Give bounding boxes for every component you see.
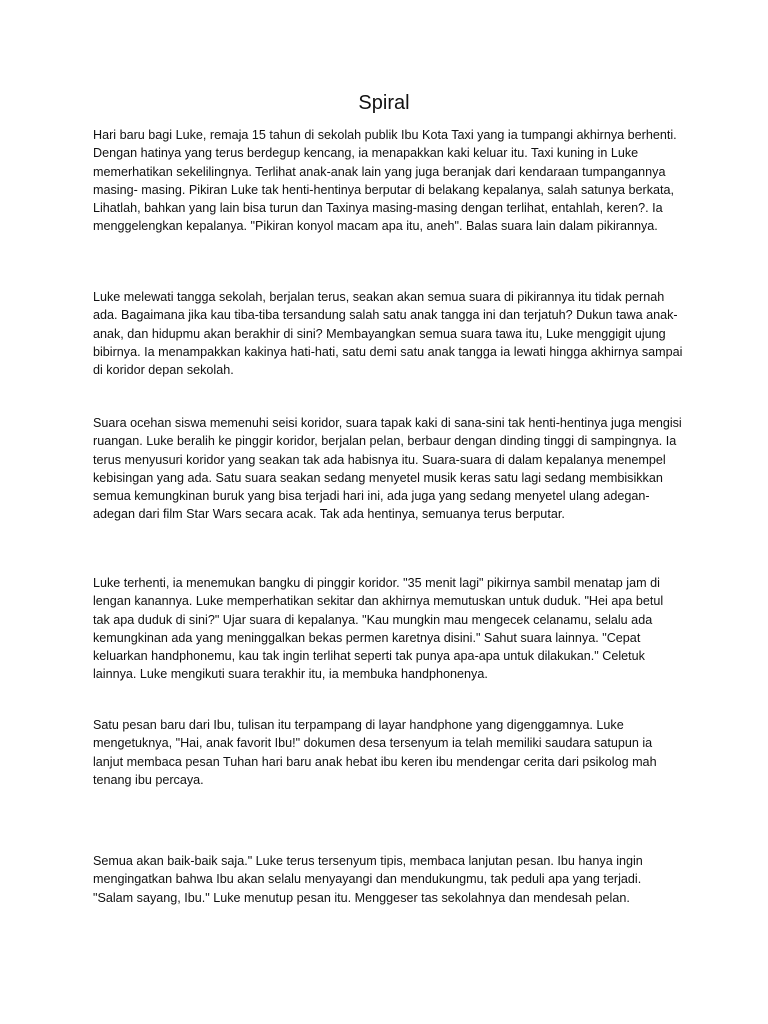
- paragraph-5: Satu pesan baru dari Ibu, tulisan itu terpampang di layar handphone yang digenggamnya. Luke mengetuknya, "Hai, anak favorit Ibu!" dokumen desa tersenyum ia telah memiliki saudara satupun ia lanjut membaca pesan Tuhan hari baru anak hebat ibu keren ibu mendengar cerita dari psikolog mah tenang ibu percaya.: [93, 718, 657, 787]
- document-title: Spiral: [358, 92, 410, 114]
- paragraph-2: Luke melewati tangga sekolah, berjalan terus, seakan akan semua suara di pikirannya itu tidak pernah ada. Bagaimana jika kau tiba-tiba tersandung salah satu anak tangga ini dan terjatuh? Dukun tawa anak-anak, dan hidupmu akan berakhir di sini? Membayangkan semua suara tawa itu, Luke menggigit ujung bibirnya. Ia menampakkan kakinya hati-hati, satu demi satu anak tangga ia lewati hingga akhirnya sampai di koridor depan sekolah.: [93, 290, 683, 378]
- paragraph-6: Semua akan baik-baik saja." Luke terus tersenyum tipis, membaca lanjutan pesan. Ibu hanya ingin mengingatkan bahwa Ibu akan selalu menyayangi dan mendukungmu, tak peduli apa yang terjadi. "Salam sayang, Ibu." Luke menutup pesan itu. Menggeser tas sekolahnya dan mendesah pelan.: [93, 854, 643, 905]
- paragraph-1: Hari baru bagi Luke, remaja 15 tahun di sekolah publik Ibu Kota Taxi yang ia tumpangi akhirnya berhenti. Dengan hatinya yang terus berdegup kencang, ia menapakkan kaki keluar itu. Taxi kuning in Luke memerhatikan sekelilingnya. Terlihat anak-anak lain yang juga beranjak dari kendaraan tumpangannya masing- masing. Pikiran Luke tak henti-hentinya berputar di belakang kepalanya, salah satunya berkata, Lihatlah, bahkan yang lain bisa turun dan Taxinya masing-masing dengan terlihat, entahlah, keren?. Ia menggelengkan kepalanya. "Pikiran konyol macam apa itu, aneh". Balas suara lain dalam pikirannya.: [93, 128, 677, 234]
- paragraph-3: Suara ocehan siswa memenuhi seisi koridor, suara tapak kaki di sana-sini tak henti-hentinya juga mengisi ruangan. Luke beralih ke pinggir koridor, berjalan pelan, berbaur dengan dinding tinggi di sampingnya. Ia terus menyusuri koridor yang seakan tak ada habisnya itu. Suara-suara di dalam kepalanya menempel kebisingan yang ada. Satu suara seakan sedang menyetel musik keras satu lagi sedang membisikkan semua kemungkinan buruk yang bisa terjadi hari ini, ada juga yang sedang menyetel ulang adegan-adegan dari film Star Wars secara acak. Tak ada hentinya, semuanya terus berputar.: [93, 416, 682, 522]
- paragraph-4: Luke terhenti, ia menemukan bangku di pinggir koridor. "35 menit lagi" pikirnya sambil menatap jam di lengan kanannya. Luke memperhatikan sekitar dan akhirnya memutuskan untuk duduk. "Hei apa betul tak apa duduk di sini?" Ujar suara di kepalanya. "Kau mungkin mau mengecek celanamu, selalu ada kemungkinan ada yang meninggalkan bekas permen karetnya disini." Sahut suara lainnya. "Cepat keluarkan handphonemu, kau tak ingin terlihat seperti tak punya apa-apa untuk dilakukan." Celetuk lainnya. Luke mengikuti suara terakhir itu, ia membuka handphonenya.: [93, 576, 664, 682]
